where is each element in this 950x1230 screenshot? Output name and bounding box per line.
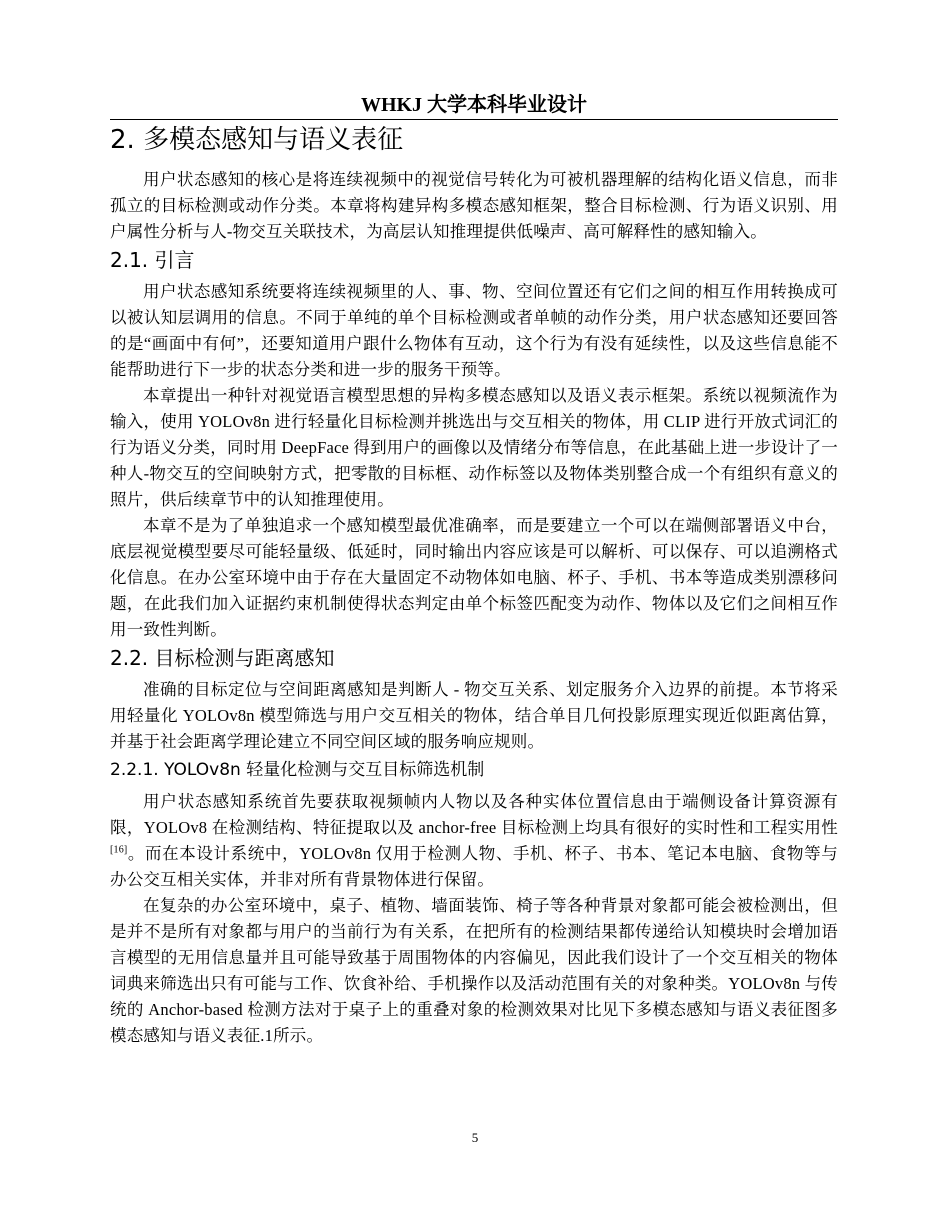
header-rule — [110, 119, 838, 120]
section-heading-2-1: 2.1. 引言 — [110, 248, 195, 272]
paragraph-with-citation — [110, 789, 838, 893]
spacer — [110, 159, 838, 167]
citation-reference: [16] — [110, 844, 128, 856]
paragraph: 本章不是为了单独追求一个感知模型最优准确率，而是要建立一个可以在端侧部署语义中台，底层视觉模型要尽可能轻量级、低延时，同时输出内容应该是可以解析、可以保存、可以追溯格式化信息。在办公室环境中由于存在大量固定不动物体如电脑、杯子、手机、书本等造成类别漂移问题，在此我们加入证据约束机制使得状态判定由单个标签匹配变为动作、物体以及它们之间相互作用一致性判断。 — [110, 516, 838, 639]
subsection-heading-2-2-1: 2.2.1. YOLOv8n 轻量化检测与交互目标筛选机制 — [110, 760, 485, 780]
paragraph-text: 用户状态感知系统首先要获取视频帧内人物以及各种实体位置信息由于端侧设备计算资源有限，YOLOv8 在检测结构、特征提取以及 anchor-free 目标检测上均具有很好的实时性和工程实用性 — [110, 792, 838, 837]
chapter-heading: 2. 多模态感知与语义表征 — [110, 125, 404, 155]
paragraph-text: 。而在本设计系统中，YOLOv8n 仅用于检测人物、手机、杯子、书本、笔记本电脑、食物等与办公交互相关实体，并非对所有背景物体进行保留。 — [110, 844, 838, 889]
page-number: 5 — [471, 1130, 479, 1145]
paragraph: 在复杂的办公室环境中，桌子、植物、墙面装饰、椅子等各种背景对象都可能会被检测出，但是并不是所有对象都与用户的当前行为有关系，在把所有的检测结果都传递给认知模块时会增加语言模型的无用信息量并且可能导致基于周围物体的内容偏见，因此我们设计了一个交互相关的物体词典来筛选出只有可能与工作、饮食补给、手机操作以及活动范围有关的对象种类。YOLOv8n 与传统的 Anchor-based 检测方法对于桌子上的重叠对象的检测效果对比见下多模态感知与语义表征图多模态感知与语义表征.1所示。 — [110, 896, 838, 1045]
page-body — [110, 121, 838, 1049]
section-heading-2-2: 2.2. 目标检测与距离感知 — [110, 646, 335, 670]
paragraph: 准确的目标定位与空间距离感知是判断人 - 物交互关系、划定服务介入边界的前提。本节将采用轻量化 YOLOv8n 模型筛选与用户交互相关的物体，结合单目几何投影原理实现近似距离估算，并基于社会距离学理论建立不同空间区域的服务响应规则。 — [110, 680, 838, 751]
paragraph: 用户状态感知系统要将连续视频里的人、事、物、空间位置还有它们之间的相互作用转换成可以被认知层调用的信息。不同于单纯的单个目标检测或者单帧的动作分类，用户状态感知还要回答的是“画面中有何”，还要知道用户跟什么物体有互动，这个行为有没有延续性，以及这些信息能不能帮助进行下一步的状态分类和进一步的服务干预等。 — [110, 282, 838, 379]
running-header: WHKJ 大学本科毕业设计 — [360, 94, 588, 116]
chapter-intro-paragraph: 用户状态感知的核心是将连续视频中的视觉信号转化为可被机器理解的结构化语义信息，而非孤立的目标检测或动作分类。本章将构建异构多模态感知框架，整合目标检测、行为语义识别、用户属性分析与人-物交互关联技术，为高层认知推理提供低噪声、高可解释性的感知输入。 — [110, 170, 838, 241]
paragraph: 本章提出一种针对视觉语言模型思想的异构多模态感知以及语义表示框架。系统以视频流作为输入，使用 YOLOv8n 进行轻量化目标检测并挑选出与交互相关的物体，用 CLIP 进行开放式词汇的行为语义分类，同时用 DeepFace 得到用户的画像以及情绪分布等信息，在此基础上进一步设计了一种人-物交互的空间映射方式，把零散的目标框、动作标签以及物体类别整合成一个有组织有意义的照片，供后续章节中的认知推理使用。 — [110, 386, 838, 509]
